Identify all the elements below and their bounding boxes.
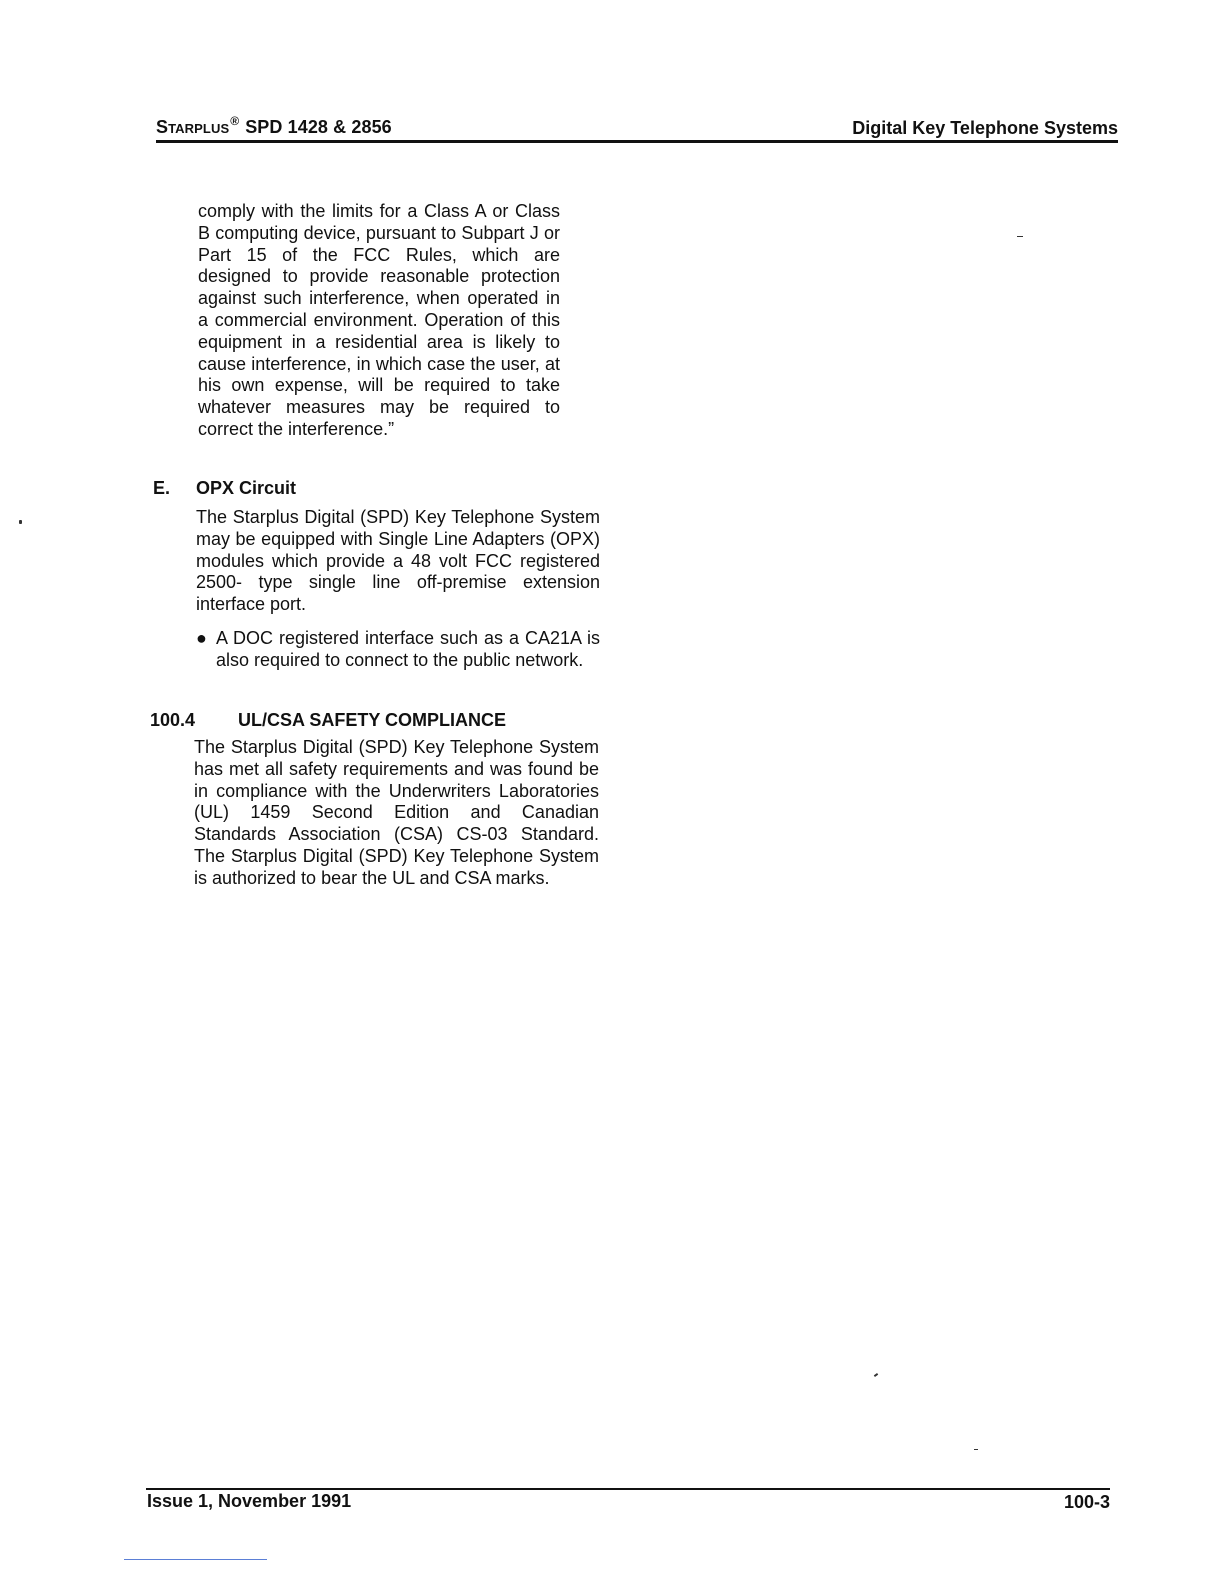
scan-mark [874,1373,878,1377]
section-e-letter: E. [153,478,171,498]
bottom-edge-line [124,1559,267,1560]
scan-mark [19,520,22,524]
footer-issue: Issue 1, November 1991 [147,1491,352,1511]
header-brand: Starplus [156,117,230,137]
header-model: SPD 1428 & 2856 [245,117,392,137]
section-1004-title: UL/CSA SAFETY COMPLIANCE [238,710,507,730]
section-1004-paragraph: The Starplus Digital (SPD) Key Telephone System has met all safety requirements and was found be in compliance with the Underwriters Laboratories (UL) 1459 Second Edition and Canadian Standards Association (CSA) CS-03 Standard. The Starplus Digital (SPD) Key Telephone System is authorized to bear the UL and CSA marks. [194,737,599,888]
header-rule [156,140,1118,143]
footer-page-number: 100-3 [1063,1492,1110,1512]
scan-mark [1017,236,1023,237]
footer-rule [146,1488,1110,1490]
header-product [156,114,392,138]
continued-paragraph: comply with the limits for a Class A or Class B computing device, pursuant to Subpart J or Part 15 of the FCC Rules, which are designed to provide reasonable protection against such interference, when operated in a commercial environment. Operation of this equipment in a residential area is likely to cause interference, in which case the user, at his own expense, will be required to take whatever measures may be required to correct the interference.” [198,201,560,439]
section-1004-heading [150,710,506,731]
bullet-text: A DOC registered interface such as a CA21A is also required to connect to the public network. [216,628,600,670]
section-e-title: OPX Circuit [196,478,297,498]
page-header [156,112,1118,142]
header-title: Digital Key Telephone Systems [852,118,1118,138]
bullet-item [196,628,600,672]
section-e-paragraph: The Starplus Digital (SPD) Key Telephone System may be equipped with Single Line Adapters (OPX) modules which provide a 48 volt FCC registered 2500- type single line off-premise extension interface port. [196,507,600,615]
scan-mark [974,1449,978,1450]
section-number: 100.4 [150,710,196,730]
registered-mark: ® [230,114,240,128]
section-e-heading [153,478,296,499]
bullet-icon: ● [196,628,207,648]
